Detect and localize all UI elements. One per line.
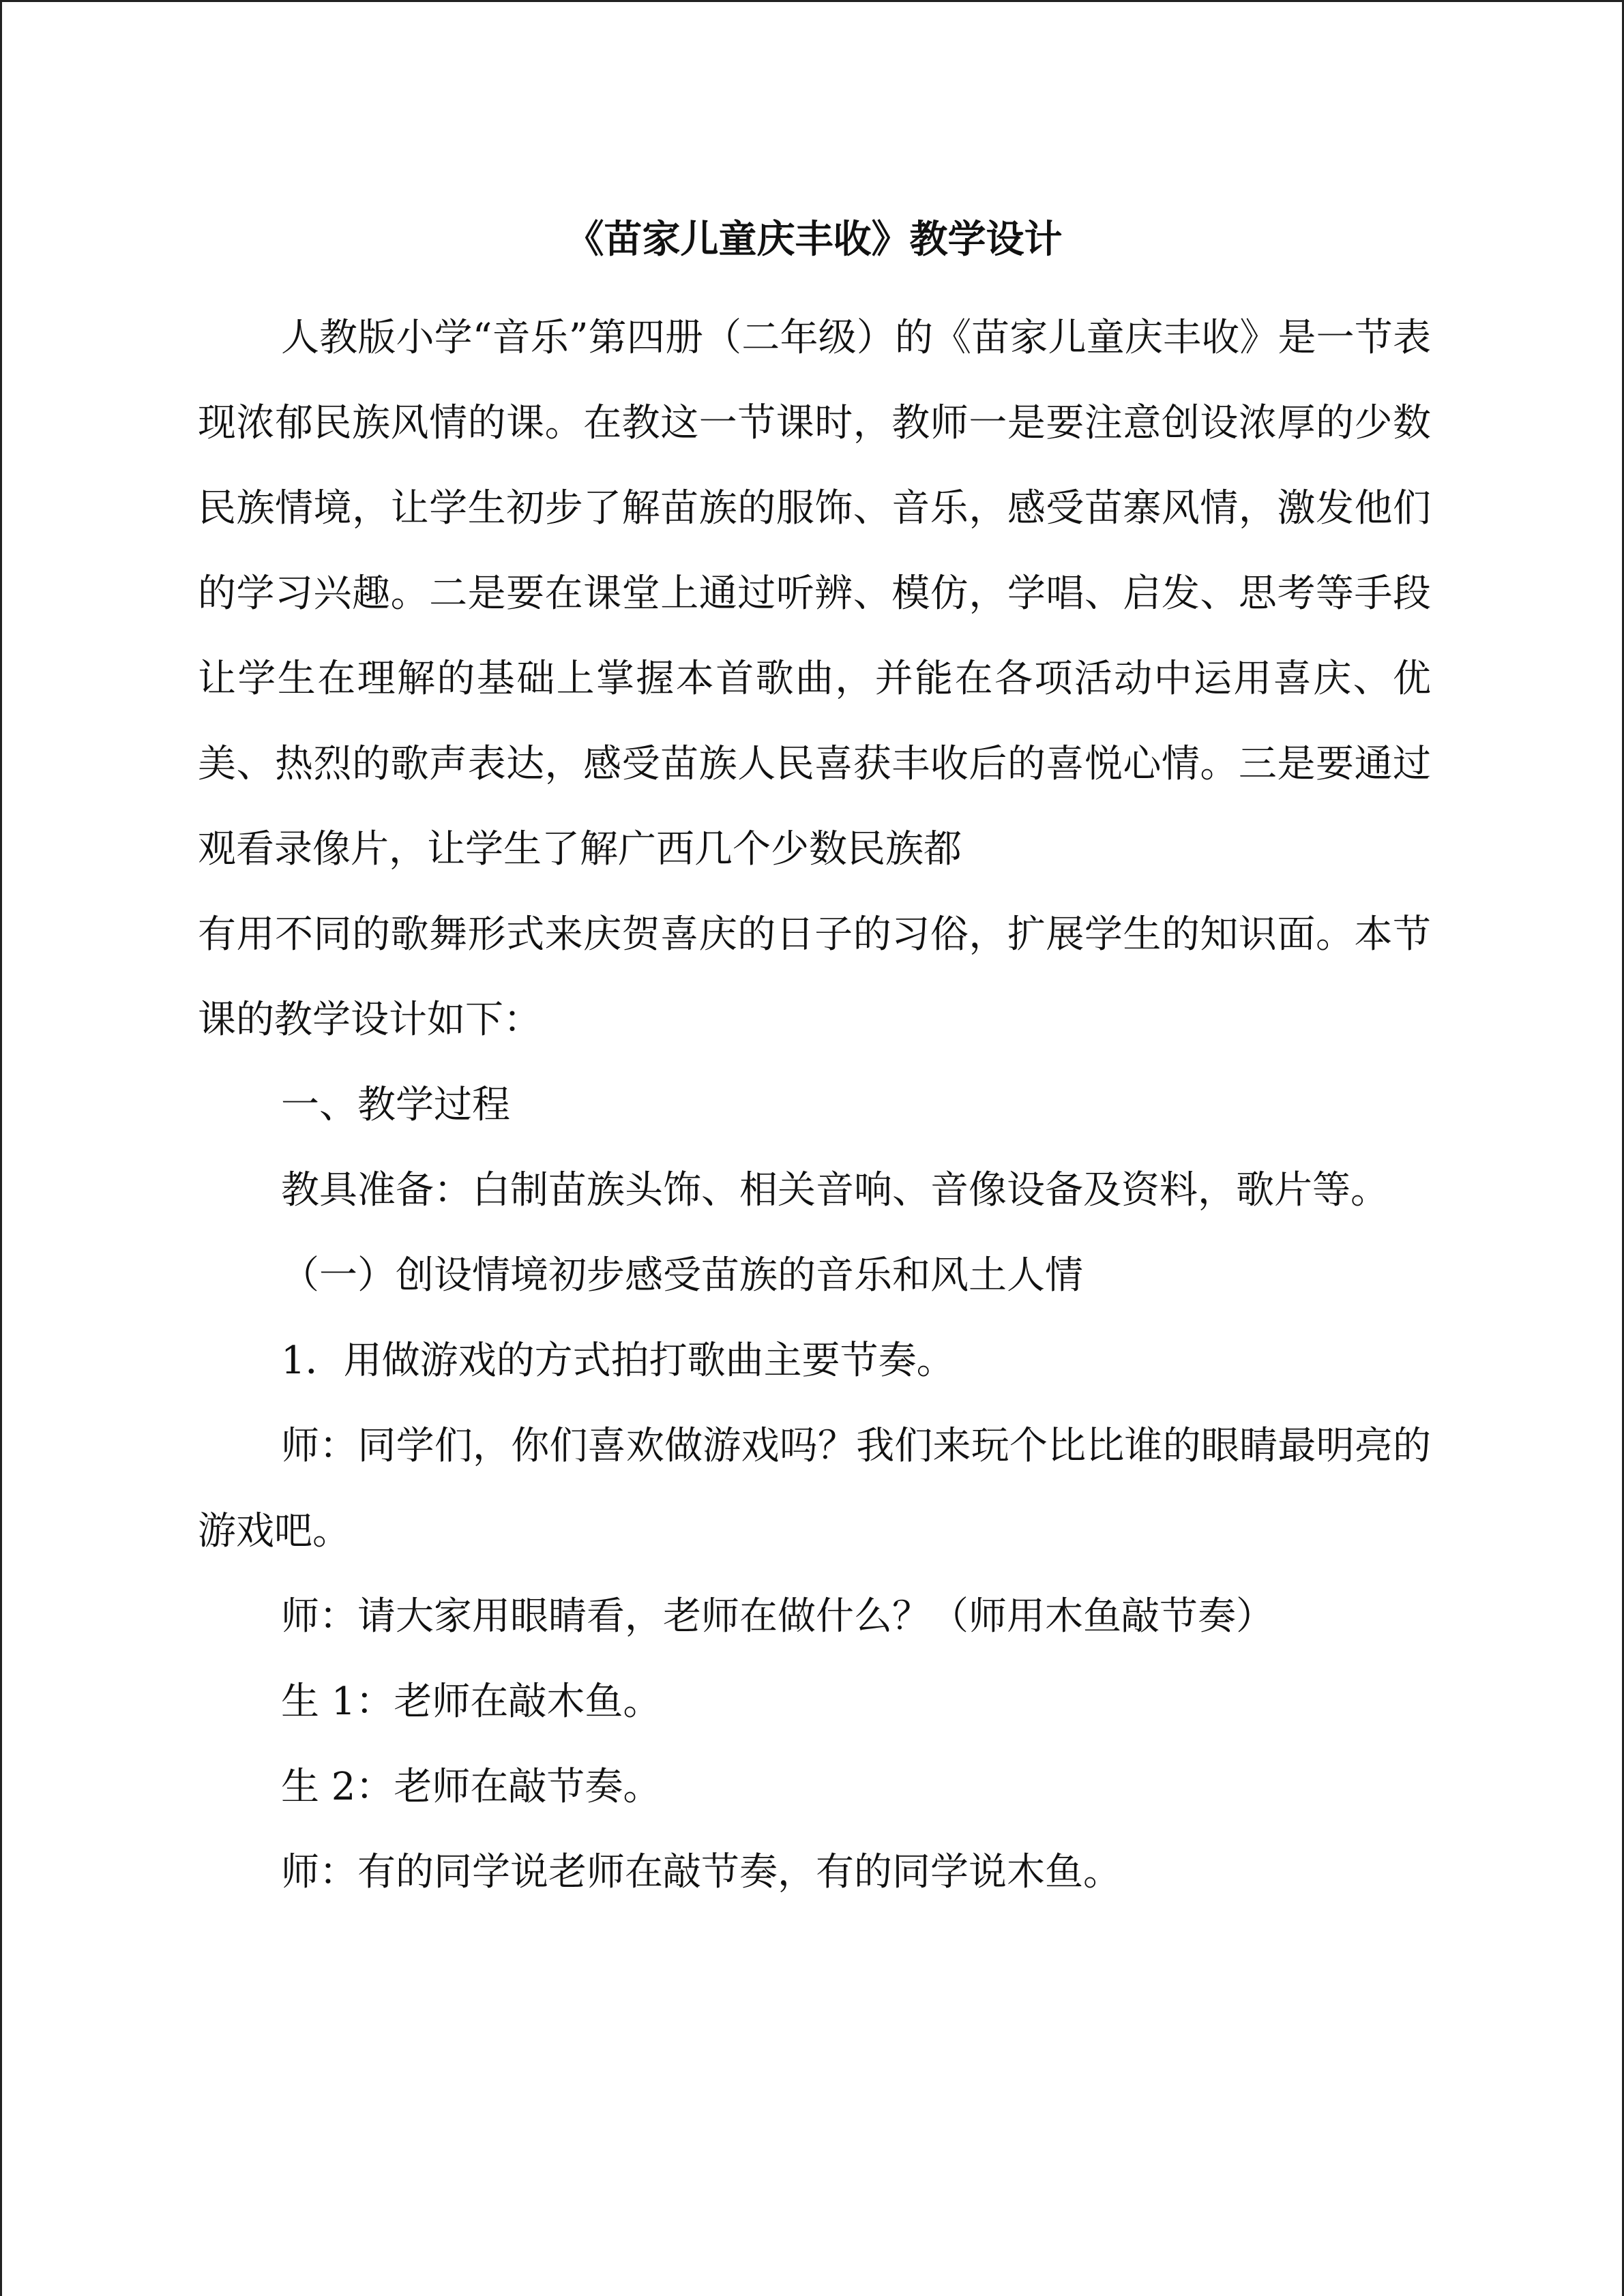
paragraph-intro: 人教版小学“音乐”第四册（二年级）的《苗家儿童庆丰收》是一节表现浓郁民族风情的课。在教这一节课时，教师一是要注意创设浓厚的少数民族情境，让学生初步了解苗族的服饰、音乐，感受苗寨风情，激发他们的学习兴趣。二是要在课堂上通过听辨、模仿，学唱、启发、思考等手段让学生在理解的基础上掌握本首歌曲，并能在各项活动中运用喜庆、优美、热烈的歌声表达，感受苗族人民喜获丰收后的喜悦心情。三是要通过观看录像片，让学生了解广西几个少数民族都 (198, 316, 1431, 871)
section-heading-teaching-process: 一、教学过程 (281, 1083, 510, 1127)
paragraph-step-1: 1．用做游戏的方式拍打歌曲主要节奏。 (281, 1339, 955, 1383)
paragraph-student-1: 生 1：老师在敲木鱼。 (281, 1680, 662, 1724)
document-title: 《苗家儿童庆丰收》教学设计 (565, 217, 1063, 262)
subsection-heading-situation: （一）创设情境初步感受苗族的音乐和风土人情 (281, 1253, 1083, 1298)
paragraph-teacher-game: 师：同学们，你们喜欢做游戏吗？我们来玩个比比谁的眼睛最明亮的游戏吧。 (198, 1424, 1431, 1553)
paragraph-intro-continued: 有用不同的歌舞形式来庆贺喜庆的日子的习俗，扩展学生的知识面。本节课的教学设计如下： (198, 912, 1431, 1042)
paragraph-teacher-question: 师：请大家用眼睛看，老师在做什么？（师用木鱼敲节奏） (281, 1594, 1274, 1639)
document-body (198, 295, 1431, 1915)
paragraph-teacher-summary: 师：有的同学说老师在敲节奏，有的同学说木鱼。 (281, 1850, 1121, 1894)
paragraph-materials: 教具准备：白制苗族头饰、相关音响、音像设备及资料，歌片等。 (281, 1168, 1389, 1212)
paragraph-student-2: 生 2：老师在敲节奏。 (281, 1765, 662, 1809)
